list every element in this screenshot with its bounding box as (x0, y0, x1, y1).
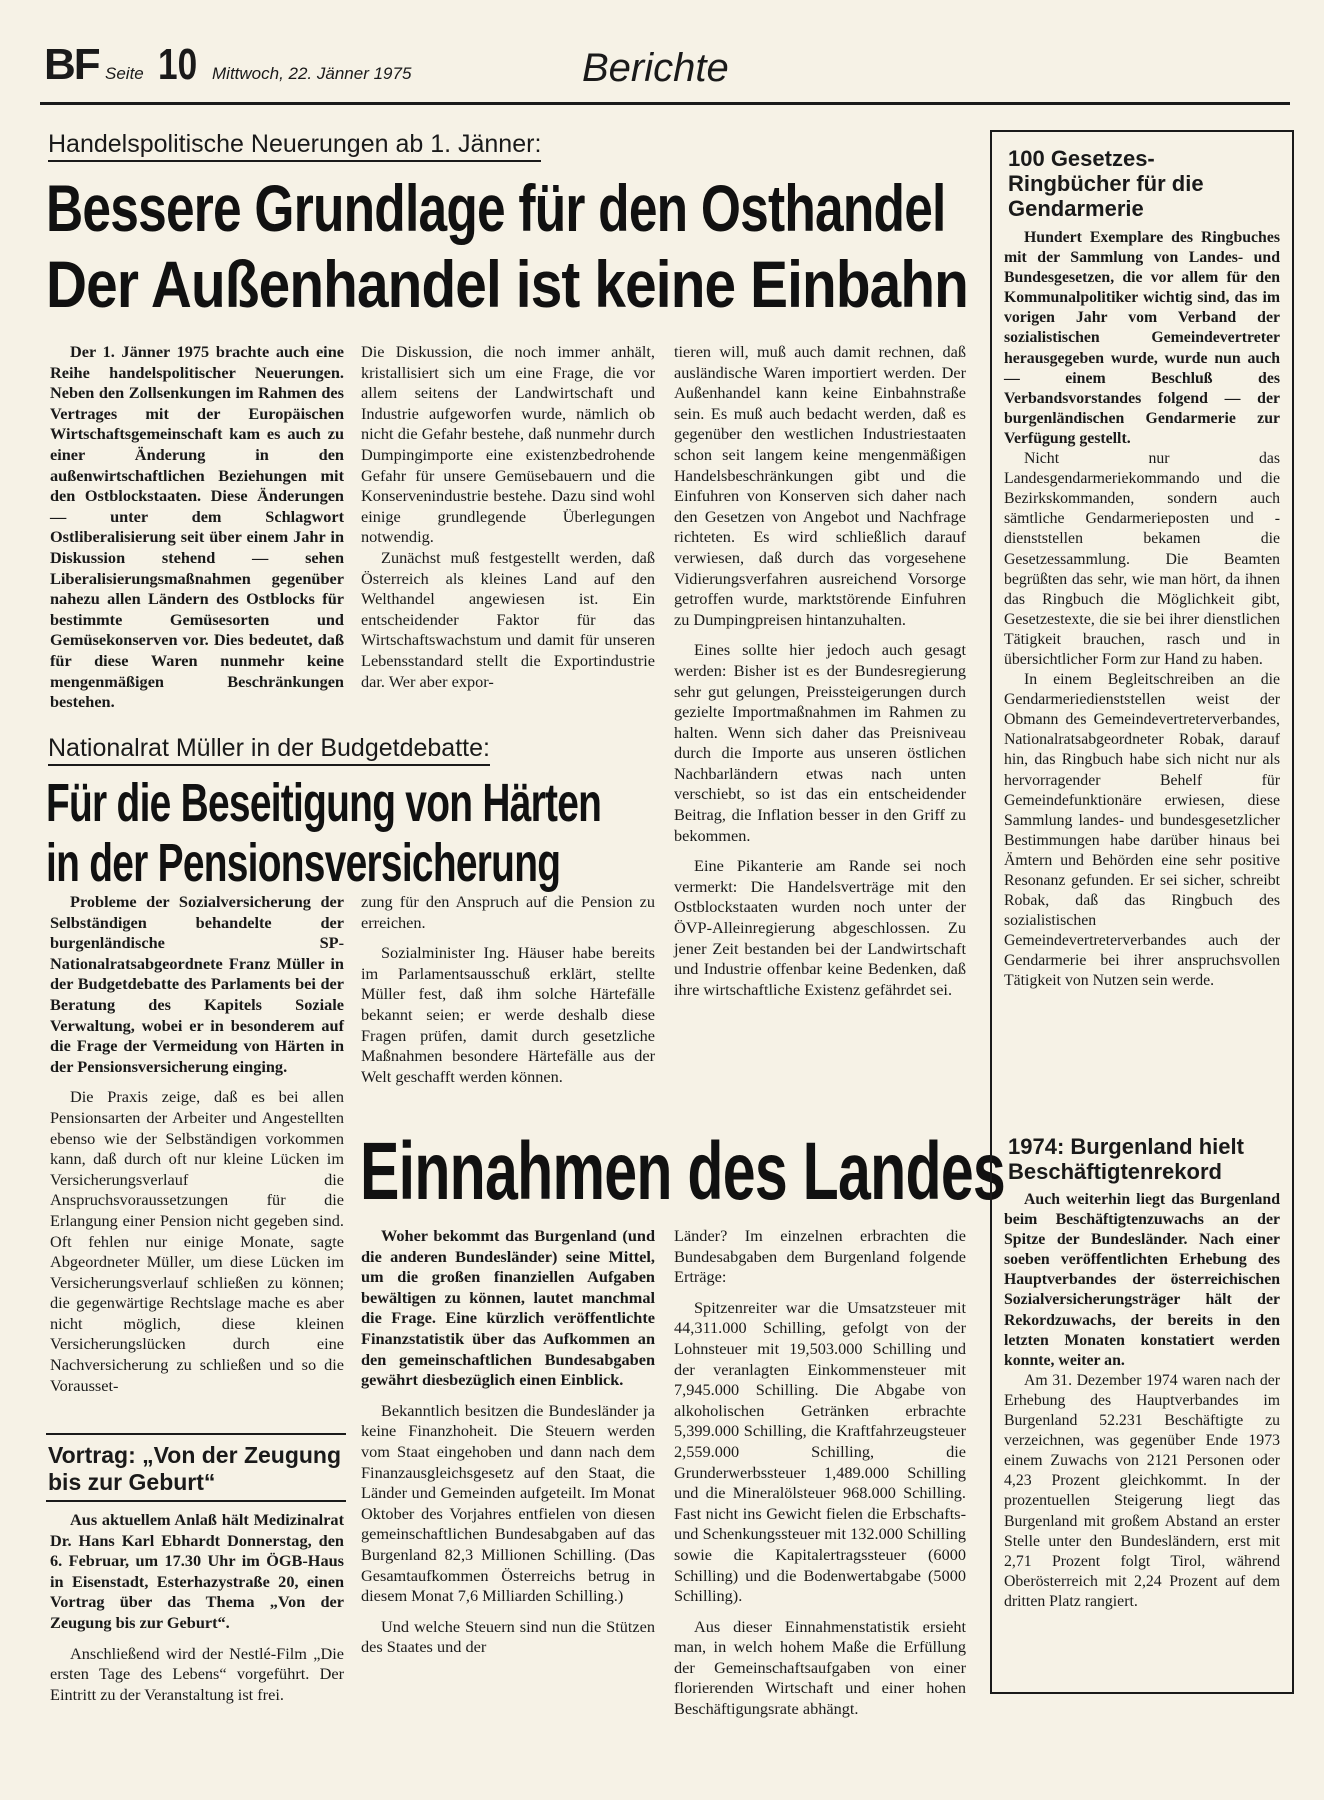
article2-paragraph: zung für den Anspruch auf die Pension zu erreichen. (361, 892, 655, 932)
article1-paragraph: Eines sollte hier jedoch auch gesagt werden: Bisher ist es der Bundesregierung sehr gut gelungen, Preissteigerungen durch gezielte Importmaßnahmen im Rahmen zu halten. Wenn sich daher das Preisniveau durch die Importe aus unseren östlichen Nachbarländern etwas nach unten verschiebt, so ist das ein entscheidender Beitrag, die Inflation besser in den Griff zu bekommen. (674, 640, 966, 845)
article1-col1 (50, 342, 344, 713)
article3-body (50, 1510, 344, 1705)
article4-paragraph: Und welche Steuern sind nun die Stützen des Staates und der (361, 1616, 655, 1657)
article3-lead: Aus aktuellem Anlaß hält Medizinalrat Dr. Hans Karl Ebhardt Donnerstag, den 6. Februar, um 17.30 Uhr im ÖGB-Haus in Eisenstadt, Esterhazystraße 20, einen Vortrag über das Thema „Von der Zeugung bis zur Geburt“. (50, 1510, 344, 1632)
sidebar2-body (1004, 1190, 1280, 1612)
sidebar1-body (1004, 228, 1280, 992)
article3-rule (46, 1500, 346, 1502)
article3-paragraph: Anschließend wird der Nestlé-Film „Die ersten Tage des Lebens“ vorgeführt. Der Eintritt zu der Veranstaltung ist frei. (50, 1643, 344, 1704)
article2-kicker: Nationalrat Müller in der Budgetdebatte: (48, 734, 490, 766)
article1-headline-1: Bessere Grundlage für den Osthandel (46, 171, 946, 245)
sidebar2-paragraph: Am 31. Dezember 1974 waren nach der Erhebung des Hauptverbandes im Burgenland 52.231 Beschäftigte zu verzeichnen, was gegenüber Ende 1973 einem Zuwachs von 2121 Personen oder 4,23 Prozent gleichkommt. In der prozentuellen Steigerung liegt das Burgenland mit großem Abstand an erster Stelle unter den Bundesländern, erst mit 2,71 Prozent folgt Tirol, während Oberösterreich mit 2,24 Prozent auf dem dritten Platz rangiert. (1004, 1371, 1280, 1610)
article3-headline: Vortrag: „Von der Zeugung bis zur Geburt“ (48, 1442, 342, 1495)
header-rule (40, 102, 1290, 105)
article4-paragraph: Bekanntlich besitzen die Bundesländer ja keine Finanzhoheit. Die Steuern werden vom Staat eingehoben und dann nach dem Finanzausgleichsgesetz auf den Staat, die Länder und Gemeinden aufgeteilt. Im Monat Oktober des Vorjahres entfielen von diesen gemeinschaftlichen Bundesabgaben auf das Burgenland 82,3 Millionen Schilling. (Das Gesamtaufkommen Österreichs betrug in diesem Monat 7,6 Milliarden Schilling.) (361, 1400, 655, 1606)
article1-col2 (361, 342, 655, 692)
article1-headline-2: Der Außenhandel ist keine Einbahn (46, 247, 969, 321)
article2-lead: Probleme der Sozialversicherung der Selbständigen behandelte der burgenländische SP-Nationalratsabgeordnete Franz Müller in der Budgetdebatte des Parlaments bei der Beratung des Kapitels Soziale Verwaltung, wobei er in besonderem auf die Frage der Vermeidung von Härten in der Pensionsversicherung einging. (50, 892, 344, 1076)
article2-col2 (361, 892, 655, 1087)
sidebar1-headline: 100 Gesetzes-Ringbücher für die Gendarmerie (1008, 146, 1204, 221)
sidebar1-paragraph: In einem Begleitschreiben an die Gendarmeriedienststellen weist der Obmann des Gemeindevertreterverbandes, Nationalratsabgeordneter Robak, darauf hin, das Ringbuch habe sich nicht nur als hervorragender Behelf für Gemeindefunktionäre erwiesen, diese Sammlung landes- und bundesgesetzlicher Bestimmungen habe darüber hinaus bei Ämtern und Behörden eine sehr positive Resonanz gefunden. Er sei sicher, schreibt Robak, daß das Ringbuch des sozialistischen Gemeindevertreterverbandes auch der Gendarmerie bei ihrer anspruchsvollen Tätigkeit von Nutzen sein werde. (1004, 671, 1280, 990)
article3-rule (46, 1433, 346, 1435)
article4-col1 (361, 1226, 655, 1658)
article4-lead: Woher bekommt das Burgenland (und die anderen Bundesländer) seine Mittel, um die großen finanziellen Aufgaben bewältigen zu können, lautet manchmal die Frage. Eine kürzlich veröffentlichte Finanzstatistik über das Aufkommen an den gemeinschaftlichen Bundesabgaben gewährt diesbezüglich einen Einblick. (361, 1226, 655, 1390)
article1-kicker: Handelspolitische Neuerungen ab 1. Jänner: (48, 130, 541, 162)
article1-paragraph: Zunächst muß festgestellt werden, daß Österreich als kleines Land auf den Welthandel angewiesen ist. Ein entscheidender Faktor für das Wirtschaftswachstum und damit für unseren Lebensstandard stellt die Exportindustrie dar. Wer aber expor- (361, 547, 655, 691)
article1-paragraph: tieren will, muß auch damit rechnen, daß ausländische Waren importiert werden. Der Außenhandel kann keine Einbahnstraße sein. Es muß auch bedacht werden, daß es gegenüber den westlichen Industriestaaten schon seit langem keine mengenmäßigen Handelsbeschränkungen gibt und die Einfuhren von Konserven sich daher nach den Gesetzen von Angebot und Nachfrage richteten. Es wird schließlich darauf verwiesen, daß durch das vorgesehene Vidierungsverfahren ausreichend Vorsorge getroffen wurde, marktstörende Einfuhren zu Dumpingpreisen hintanzuhalten. (674, 342, 966, 629)
article2-paragraph: Sozialminister Ing. Häuser habe bereits im Parlamentsausschuß erklärt, stellte Müller fest, daß ihm solche Härtefälle bekannt seien; er werde deshalb diese Fragen prüfen, damit durch gesetzliche Maßnahmen besondere Härtefälle aus der Welt geschafft werden können. (361, 943, 655, 1086)
sidebar1-lead: Hundert Exemplare des Ringbuches mit der Sammlung von Landes- und Bundesgesetzen, die vor allem für den Kommunalpolitiker wichtig sind, das im vorigen Jahr vom Verband der sozialistischen Gemeindevertreter herausgegeben wurde, wurde nun auch — einem Beschluß des Verbandsvorstandes folgend — der burgenländischen Gendarmerie zur Verfügung gestellt. (1004, 229, 1280, 447)
sidebar2-headline: 1974: Burgenland hielt Beschäftigtenrekord (1008, 1134, 1244, 1184)
article1-col3 (674, 342, 966, 1000)
article1-lead: Der 1. Jänner 1975 brachte auch eine Reihe handelspolitischer Neuerungen. Neben den Zollsenkungen im Rahmen des Vertrages mit der Europäischen Wirtschaftsgemeinschaft kam es auch zu einer Änderung in den außenwirtschaftlichen Beziehungen mit den Ostblockstaaten. Diese Änderungen — unter dem Schlagwort Ostliberalisierung seit über einem Jahr in Diskussion stehend — sehen Liberalisierungsmaßnahmen gegenüber nahezu allen Ländern des Ostblocks für bestimmte Gemüsesorten und Gemüsekonserven vor. Dies bedeutet, daß für diese Waren nunmehr keine mengenmäßigen Beschränkungen bestehen. (50, 342, 344, 712)
article1-paragraph: Eine Pikanterie am Rande sei noch vermerkt: Die Handelsverträge mit den Ostblockstaaten wurden noch unter der ÖVP-Alleinregierung abgeschlossen. Zu jener Zeit bestanden bei der Landwirtschaft und Industrie offenbar keine Bedenken, daß ihre wirtschaftliche Existenz gefährdet sei. (674, 856, 966, 999)
article4-headline: Einnahmen des Landes (360, 1126, 1006, 1217)
page-label: Seite (105, 64, 144, 83)
article4-paragraph: Aus dieser Einnahmenstatistik ersieht man, in welch hohem Maße die Erfüllung der Gemeinschaftsaufgaben von einer florierenden Wirtschaft und einer hohen Beschäftigungsrate abhängt. (674, 1616, 966, 1719)
issue-date: Mittwoch, 22. Jänner 1975 (212, 64, 412, 83)
article4-paragraph: Spitzenreiter war die Umsatzsteuer mit 44,311.000 Schilling, gefolgt von der Lohnsteuer mit 19,503.000 Schilling und der veranlagten Einkommensteuer mit 7,945.000 Schilling. Die Abgabe von alkoholischen Getränken erbrachte 5,399.000 Schilling, die Kraftfahrzeugsteuer 2,559.000 Schilling, die Grunderwerbssteuer 1,489.000 Schilling und die Mineralölsteuer 968.000 Schilling. Fast nicht ins Gewicht fielen die Erbschafts- und Schenkungssteuer mit 132.000 Schilling sowie die Kapitalertragssteuer (6000 Schilling) und die Bodenwertabgabe (5000 Schilling). (674, 1297, 966, 1606)
article1-paragraph: Die Diskussion, die noch immer anhält, kristallisiert sich um eine Frage, die vor allem seitens der Landwirtschaft und Industrie aufgeworfen wurde, nämlich ob nicht die Gefahr bestehe, daß nunmehr durch Dumpingimporte eine existenzbedrohende Gefahr für unsere Gemüsebauern und die Konservenindustrie bestehe. Dazu sind wohl einige grundlegende Überlegungen notwendig. (361, 342, 655, 547)
article4-col2 (674, 1226, 966, 1720)
newspaper-logo: BF (44, 40, 99, 89)
sidebar2-lead: Auch weiterhin liegt das Burgenland beim Beschäftigtenzuwachs an der Spitze der Bundesländer. Nach einer soeben veröffentlichten Erhebung des Hauptverbandes der österreichischen Sozialversicherungsträger hält der Rekordzuwachs, der bereits in den letzten Monaten konstatiert werden konnte, weiter an. (1004, 1191, 1280, 1369)
article4-paragraph: Länder? Im einzelnen erbrachten die Bundesabgaben dem Burgenland folgende Erträge: (674, 1226, 966, 1287)
article2-headline-1: Für die Beseitigung von Härten (46, 773, 602, 833)
page-number: 10 (158, 40, 198, 89)
section-title: Berichte (582, 46, 729, 90)
article2-paragraph: Die Praxis zeige, daß es bei allen Pensionsarten der Arbeiter und Angestellten ebenso wie der Selbständigen vorkommen kann, daß durch oft nur kleine Lücken im Versicherungsverlauf die Anspruchsvoraussetzungen für die Erlangung einer Pension nicht gegeben sind. Oft fehlen nur einige Monate, sagte Abgeordneter Müller, um diese Lücken im Versicherungsverlauf schließen zu können; die gegenwärtige Rechtslage mache es aber nicht möglich, diese kleinen Versicherungslücken durch eine Nachversicherung zu schließen und so die Vorausset- (50, 1087, 344, 1395)
article2-col1 (50, 892, 344, 1396)
article2-headline-2: in der Pensionsversicherung (46, 833, 561, 893)
sidebar1-paragraph: Nicht nur das Landesgendarmeriekommando und die Bezirkskommanden, sondern auch sämtliche Gendarmerieposten und -dienststellen bekamen die Gesetzessammlung. Die Beamten begrüßten das sehr, wie man hört, da ihnen das Ringbuch die Möglichkeit gibt, Gesetzestexte, die sie bei ihrer dienstlichen Tätigkeit brauchen, rasch und in übersichtlicher Form zur Hand zu haben. (1004, 450, 1280, 668)
